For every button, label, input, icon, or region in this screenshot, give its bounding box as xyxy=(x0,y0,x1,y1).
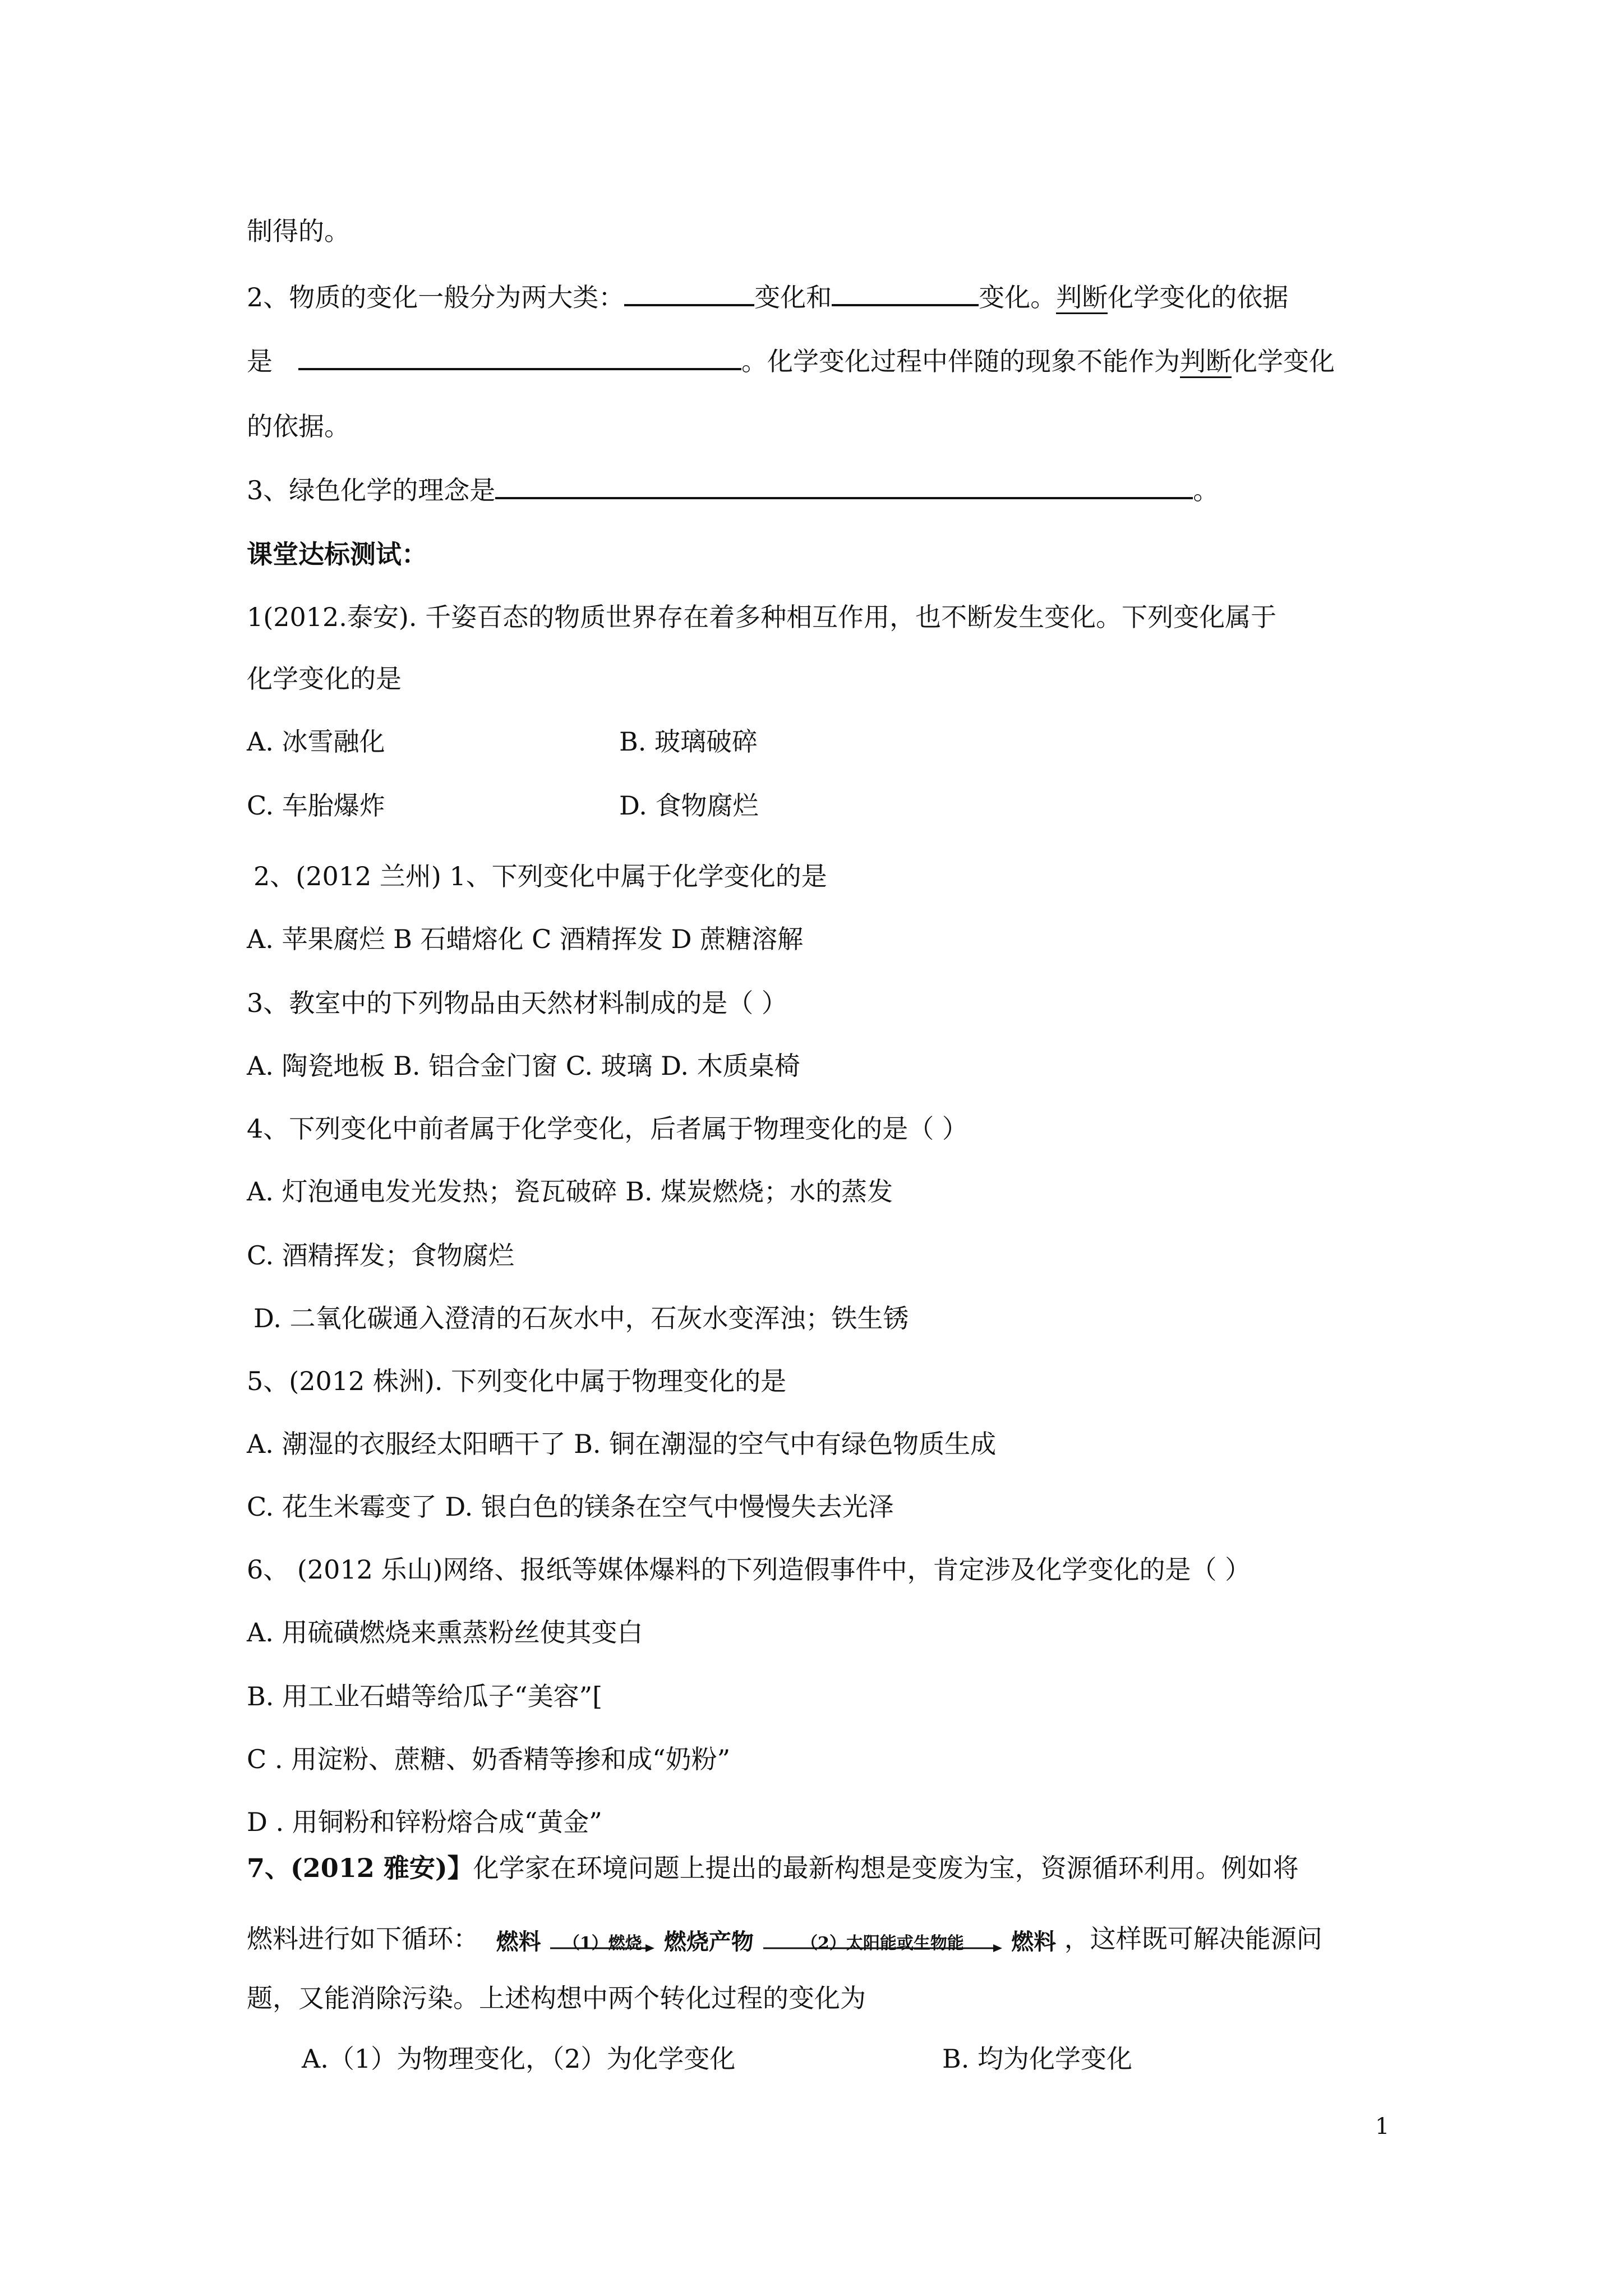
line-continued xyxy=(247,214,1399,248)
option-d[interactable]: D. 食物腐烂 xyxy=(619,790,759,821)
blank-1[interactable] xyxy=(624,283,754,306)
question-text: 2、(2012 兰州) 1、下列变化中属于化学变化的是 xyxy=(253,861,827,891)
text: 2、物质的变化一般分为两大类： xyxy=(247,282,625,312)
question-text: 5、(2012 株洲). 下列变化中属于物理变化的是 xyxy=(247,1366,787,1396)
underlined-text: 判断 xyxy=(1180,346,1232,378)
question-4-option-ab xyxy=(247,1175,1399,1208)
option-a[interactable]: A.（1）为物理变化，（2）为化学变化 xyxy=(302,2044,736,2074)
option-b[interactable]: B. 玻璃破碎 xyxy=(619,726,758,757)
text: 变化。 xyxy=(979,282,1057,312)
text: 3、绿色化学的理念是 xyxy=(247,475,496,505)
cycle-node-product: 燃烧产物 xyxy=(663,1928,754,1955)
question-2-options xyxy=(247,922,1399,956)
option-b[interactable]: B. 均为化学变化 xyxy=(942,2044,1133,2074)
cycle-node-fuel: 燃料 xyxy=(496,1928,541,1955)
question-text: 燃料进行如下循环： xyxy=(247,1924,479,1954)
question-text: 3、教室中的下列物品由天然材料制成的是（ ） xyxy=(247,988,787,1018)
question-text: 1(2012.泰安). 千姿百态的物质世界存在着多种相互作用，也不断发生变化。下列变化属于 xyxy=(247,602,1277,632)
text: 是 xyxy=(247,346,273,376)
blank-3[interactable] xyxy=(298,347,741,370)
text: 。 xyxy=(1193,475,1219,505)
question-6-option-d xyxy=(247,1805,1399,1839)
option-d[interactable]: D. 二氧化碳通入澄清的石灰水中，石灰水变浑浊；铁生锈 xyxy=(253,1303,909,1333)
text: 制得的。 xyxy=(247,216,350,246)
question-text: 4、下列变化中前者属于化学变化，后者属于物理变化的是（ ） xyxy=(247,1114,968,1144)
cycle-arrow-1 xyxy=(549,1931,656,1954)
option-d[interactable]: D . 用铜粉和锌粉熔合成“黄金” xyxy=(247,1807,602,1837)
options-row[interactable]: A. 苹果腐烂 B 石蜡熔化 C 酒精挥发 D 蔗糖溶解 xyxy=(247,924,804,954)
question-5 xyxy=(247,1364,1399,1398)
underlined-text: 判断 xyxy=(1056,282,1108,314)
question-6-option-c xyxy=(247,1742,1399,1776)
question-text: 化学家在环境问题上提出的最新构想是变废为宝，资源循环利用。例如将 xyxy=(473,1853,1299,1883)
question-4 xyxy=(247,1112,1399,1145)
question-text: ，这样既可解决能源问 xyxy=(1064,1924,1322,1954)
question-fill-2-end xyxy=(247,409,1399,443)
question-6-option-b xyxy=(247,1680,1399,1713)
option-b[interactable]: B. 用工业石蜡等给瓜子“美容”[ xyxy=(247,1681,603,1711)
question-3 xyxy=(247,986,1399,1020)
question-text: 6、 (2012 乐山)网络、报纸等媒体爆料的下列造假事件中，肯定涉及化学变化的是（ ） xyxy=(247,1554,1251,1585)
question-6 xyxy=(247,1553,1399,1586)
question-4-option-c xyxy=(247,1239,1399,1272)
options-row[interactable]: C. 花生米霉变了 D. 银白色的镁条在空气中慢慢失去光泽 xyxy=(247,1492,894,1522)
section-heading xyxy=(247,537,1399,571)
fuel-cycle-diagram xyxy=(496,1924,1057,1959)
cycle-node-fuel-final: 燃料 xyxy=(1011,1928,1057,1955)
question-fill-2 xyxy=(247,280,1399,314)
arrow-label: （1）燃烧 xyxy=(562,1933,642,1953)
question-text: 题，又能消除污染。上述构想中两个转化过程的变化为 xyxy=(247,1983,866,2013)
section-title: 课堂达标测试： xyxy=(247,539,427,569)
text: 变化和 xyxy=(754,282,832,312)
option-c[interactable]: C . 用淀粉、蔗糖、奶香精等掺和成“奶粉” xyxy=(247,1744,731,1774)
blank-4[interactable] xyxy=(495,476,1193,499)
question-4-option-d xyxy=(253,1301,1399,1335)
text: 化学变化 xyxy=(1232,346,1335,376)
options-row[interactable]: A. 潮湿的衣服经太阳晒干了 B. 铜在潮湿的空气中有绿色物质生成 xyxy=(247,1429,997,1459)
blank-2[interactable] xyxy=(832,283,979,306)
cycle-arrow-2 xyxy=(762,1931,1003,1954)
text: 。化学变化过程中伴随的现象不能作为 xyxy=(741,346,1180,376)
question-3-options xyxy=(247,1049,1399,1083)
question-1-cont xyxy=(247,662,1399,696)
text: 的依据。 xyxy=(247,411,350,441)
question-fill-2-cont xyxy=(247,344,1399,378)
arrow-label: （2）太阳能或生物能 xyxy=(801,1933,964,1953)
question-6-option-a xyxy=(247,1616,1399,1649)
page-number: 1 xyxy=(1375,2114,1390,2139)
options-row[interactable]: A. 陶瓷地板 B. 铝合金门窗 C. 玻璃 D. 木质桌椅 xyxy=(247,1051,800,1081)
question-source: 7、(2012 雅安)】 xyxy=(247,1853,473,1883)
option-c[interactable]: C. 酒精挥发；食物腐烂 xyxy=(247,1240,514,1271)
option-a[interactable]: A. 冰雪融化 xyxy=(247,726,385,757)
question-1 xyxy=(247,600,1399,634)
question-7 xyxy=(247,1851,1399,1885)
question-2 xyxy=(253,859,1399,893)
option-a[interactable]: A. 用硫磺燃烧来熏蒸粉丝使其变白 xyxy=(247,1617,643,1648)
question-5-options-ab xyxy=(247,1427,1399,1461)
question-7-cycle-line xyxy=(247,1922,1399,1959)
text: 化学变化的依据 xyxy=(1108,282,1289,312)
question-text: 化学变化的是 xyxy=(247,664,402,694)
option-c[interactable]: C. 车胎爆炸 xyxy=(247,790,385,821)
options-row[interactable]: A. 灯泡通电发光发热；瓷瓦破碎 B. 煤炭燃烧；水的蒸发 xyxy=(247,1176,893,1207)
question-7-cont xyxy=(247,1981,1399,2015)
question-fill-3 xyxy=(247,473,1399,507)
question-5-options-cd xyxy=(247,1490,1399,1524)
